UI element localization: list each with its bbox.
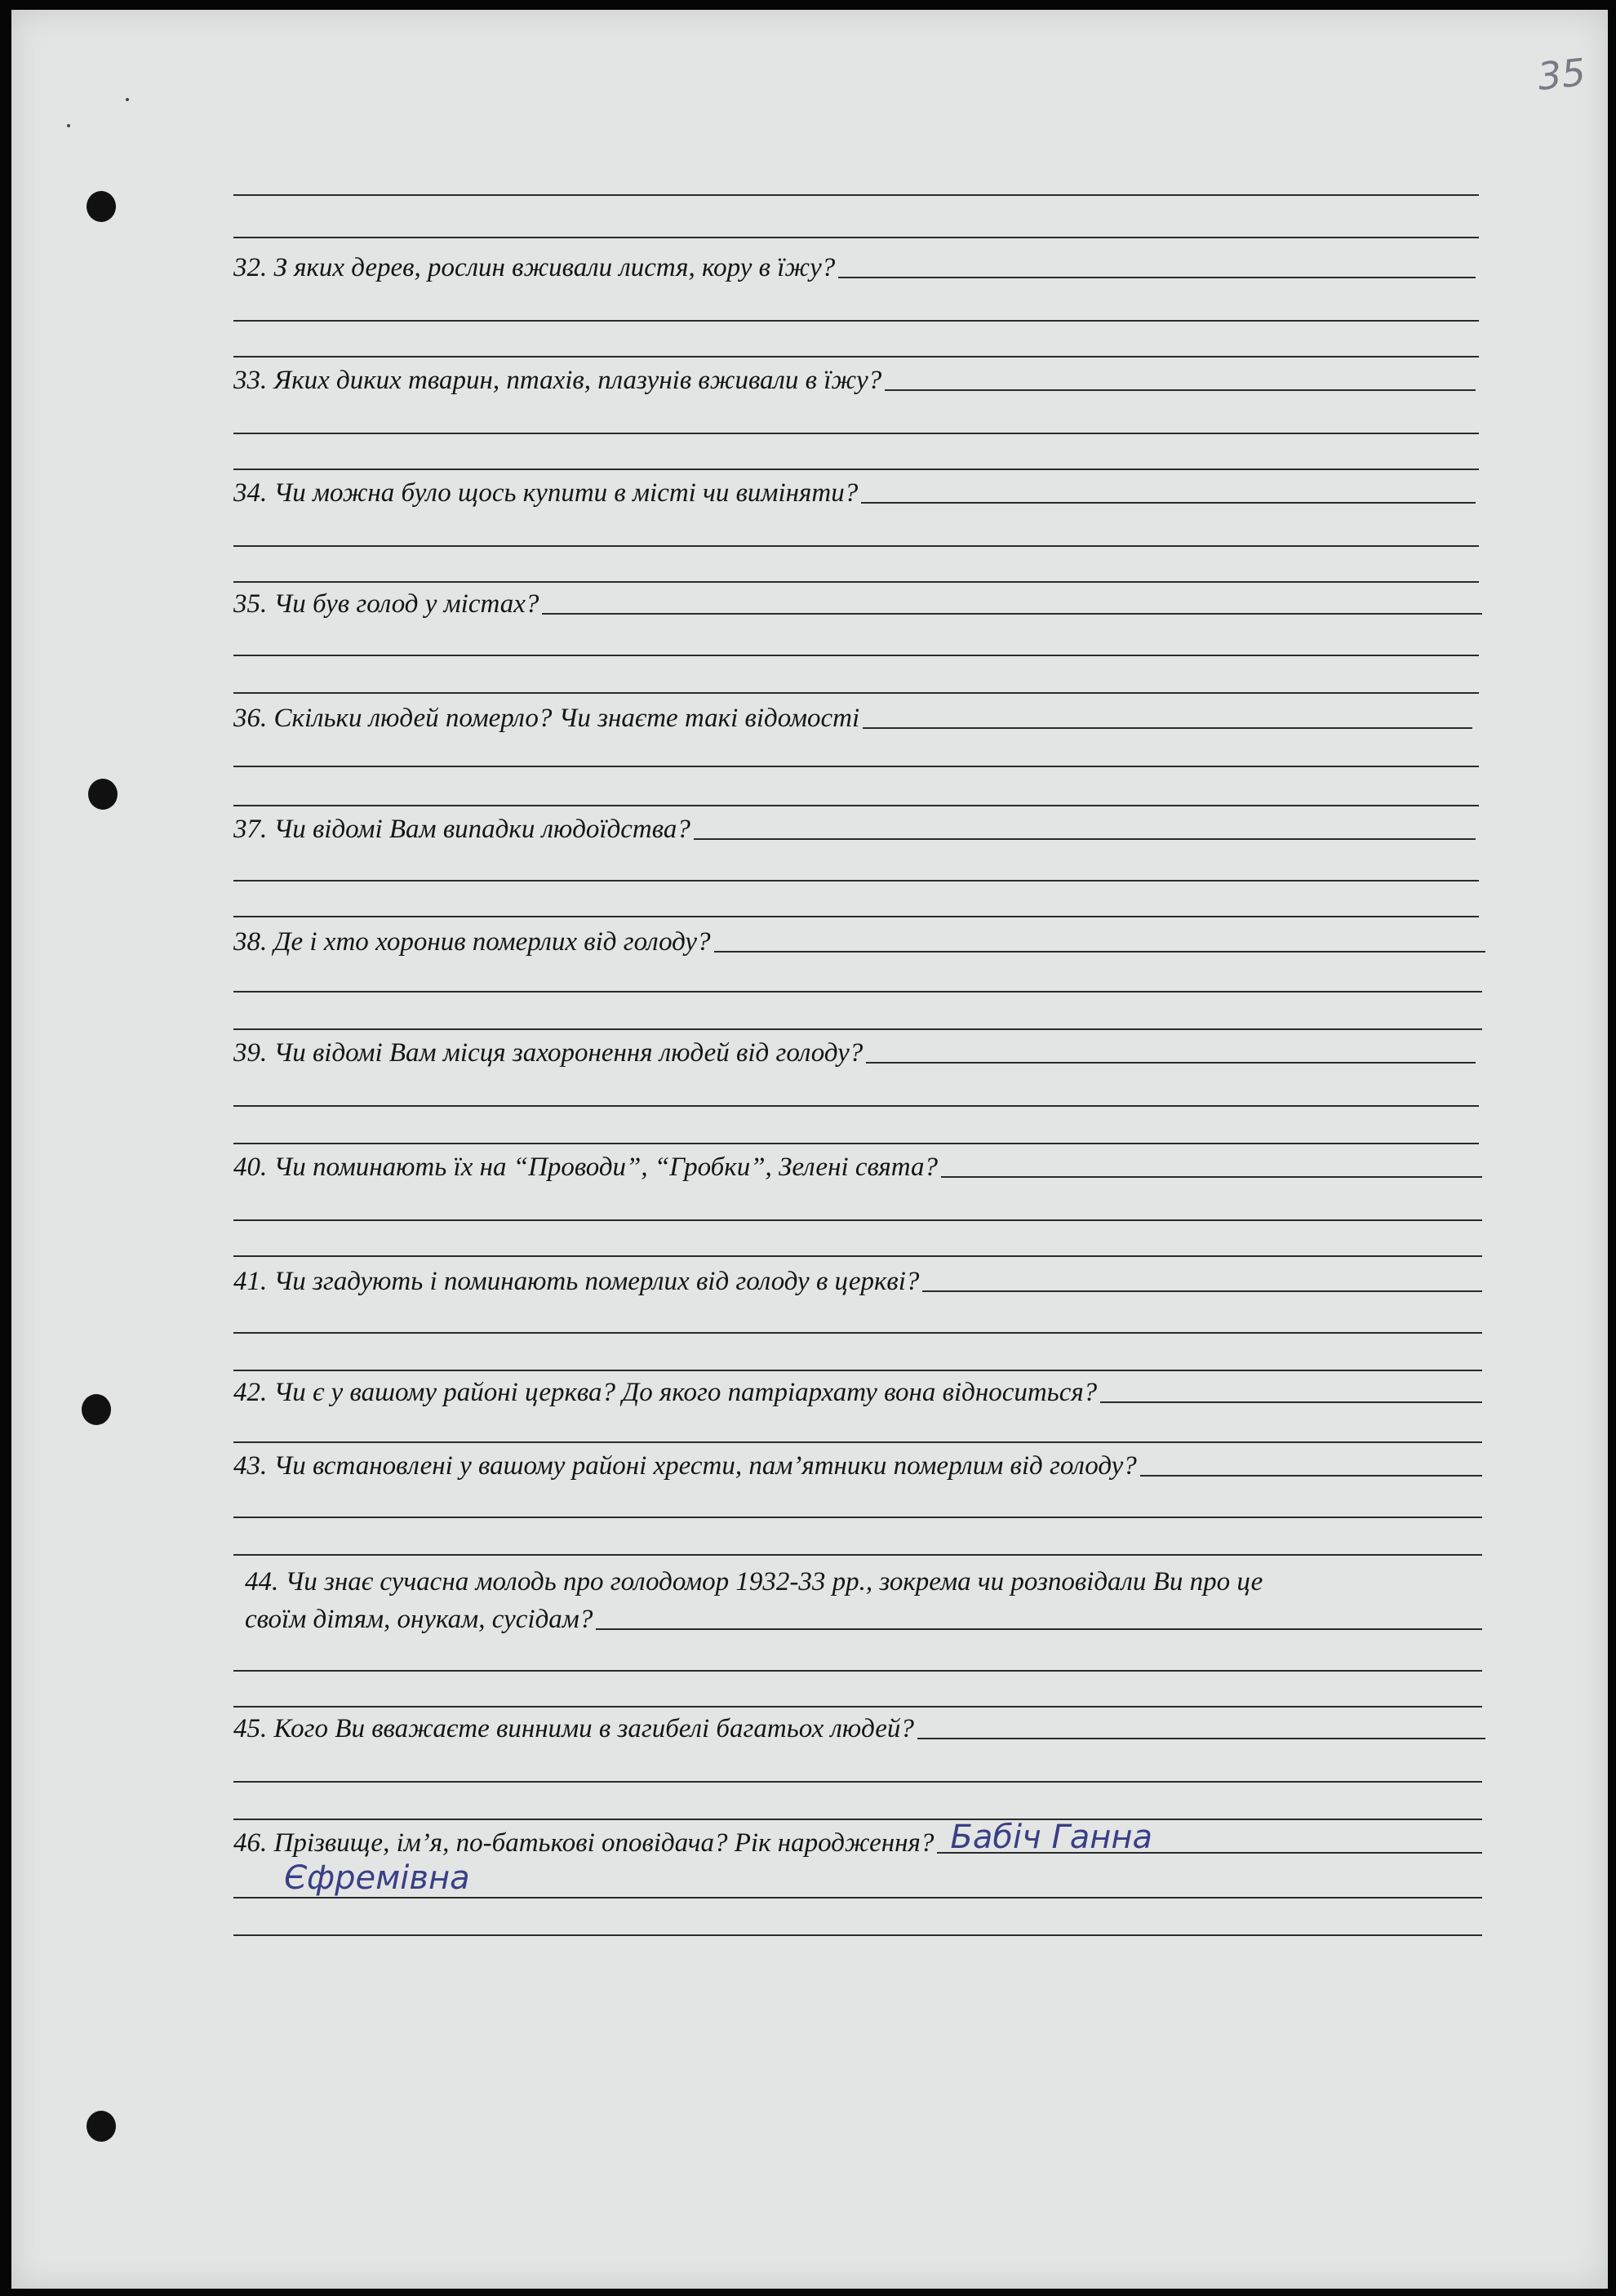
answer-line — [542, 613, 1482, 615]
answer-line — [885, 389, 1476, 391]
answer-line — [233, 1332, 1482, 1334]
answer-line — [233, 356, 1479, 358]
punch-hole — [87, 191, 116, 222]
answer-line — [233, 1255, 1482, 1257]
answer-line — [233, 991, 1482, 993]
answer-line — [233, 320, 1479, 322]
answer-line — [1140, 1475, 1482, 1477]
question-38 — [233, 929, 1485, 956]
question-37 — [233, 816, 1476, 843]
answer-line — [233, 1706, 1482, 1708]
answer-line — [233, 655, 1479, 656]
question-text: 36. Скільки людей померло? Чи знаєте такі відомості — [233, 704, 860, 733]
answer-line — [1100, 1401, 1482, 1403]
speck — [67, 124, 70, 127]
answer-line — [233, 916, 1479, 917]
answer-line — [694, 838, 1476, 840]
question-text: 37. Чи відомі Вам випадки людоїдства? — [233, 815, 690, 844]
question-text: 40. Чи поминають їх на “Проводи”, “Гробки”, Зелені свята? — [233, 1152, 938, 1182]
answer-line — [866, 1062, 1476, 1064]
question-46 — [233, 1819, 1482, 1858]
question-41 — [233, 1268, 1482, 1295]
answer-line — [233, 880, 1479, 882]
question-text: 46. Прізвище, ім’я, по-батькові оповідача? Рік народження? — [233, 1828, 935, 1858]
handwritten-answer: Бабіч Ганна — [950, 1819, 1153, 1856]
question-text: 32. З яких дерев, рослин вживали листя, кору в їжу? — [233, 253, 836, 282]
answer-line — [233, 766, 1479, 767]
question-text: 33. Яких диких тварин, птахів, плазунів вживали в їжу? — [233, 366, 882, 395]
question-text: 43. Чи встановлені у вашому районі хрести, пам’ятники померлим від голоду? — [233, 1451, 1137, 1481]
answer-line — [233, 1028, 1482, 1030]
question-text: 42. Чи є у вашому районі церква? До якого патріархату вона відноситься? — [233, 1378, 1098, 1407]
punch-hole — [88, 779, 118, 810]
question-text: 38. Де і хто хоронив померлих від голоду? — [233, 927, 711, 957]
question-44-continued — [245, 1606, 1482, 1633]
answer-line — [233, 1554, 1482, 1556]
question-text: 41. Чи згадують і поминають померлих від голоду в церкві? — [233, 1267, 920, 1296]
question-36 — [233, 705, 1472, 732]
question-33 — [233, 367, 1476, 394]
question-32 — [233, 255, 1476, 282]
answer-line — [233, 581, 1479, 583]
question-40 — [233, 1154, 1482, 1181]
punch-hole — [87, 2111, 116, 2142]
question-43 — [233, 1453, 1482, 1480]
question-35 — [233, 591, 1482, 618]
answer-line — [233, 469, 1479, 470]
question-text: своїм дітям, онукам, сусідам? — [245, 1605, 593, 1634]
answer-line — [233, 1219, 1482, 1221]
question-39 — [233, 1040, 1476, 1067]
question-text: 39. Чи відомі Вам місця захоронення людей від голоду? — [233, 1038, 863, 1068]
answer-line — [233, 545, 1479, 547]
answer-line — [937, 1819, 1482, 1856]
question-42 — [233, 1379, 1482, 1406]
answer-line — [233, 1819, 1482, 1820]
answer-line — [233, 1370, 1482, 1371]
question-text: 34. Чи можна було щось купити в місті чи виміняти? — [233, 478, 859, 508]
answer-line — [233, 1897, 1482, 1899]
answer-line — [838, 277, 1476, 278]
handwritten-answer: Єфремівна — [284, 1859, 470, 1897]
answer-line — [233, 1781, 1482, 1783]
answer-line — [233, 1517, 1482, 1518]
answer-line — [233, 692, 1479, 694]
answer-line — [714, 951, 1485, 953]
answer-line — [863, 727, 1472, 729]
answer-line — [233, 1670, 1482, 1672]
answer-line — [233, 1441, 1482, 1443]
answer-line — [233, 1105, 1479, 1107]
speck — [126, 98, 129, 101]
answer-line — [596, 1628, 1482, 1630]
answer-line — [233, 433, 1479, 434]
question-text: 45. Кого Ви вважаєте винними в загибелі багатьох людей? — [233, 1714, 914, 1743]
question-text: 35. Чи був голод у містах? — [233, 589, 539, 619]
answer-line — [233, 237, 1479, 238]
question-45 — [233, 1716, 1485, 1743]
answer-line — [922, 1290, 1482, 1292]
answer-line — [233, 1143, 1479, 1144]
punch-hole — [82, 1394, 111, 1425]
answer-line — [233, 194, 1479, 196]
answer-line — [233, 1934, 1482, 1936]
page-number: 35 — [1535, 50, 1588, 99]
answer-line — [941, 1176, 1482, 1178]
answer-line — [233, 805, 1479, 806]
answer-line — [917, 1738, 1485, 1739]
question-34 — [233, 480, 1476, 507]
answer-line — [861, 502, 1476, 504]
question-44: 44. Чи знає сучасна молодь про голодомор 1932-33 рр., зокрема чи розповідали Ви про це — [245, 1567, 1263, 1597]
document-page — [11, 10, 1608, 2289]
